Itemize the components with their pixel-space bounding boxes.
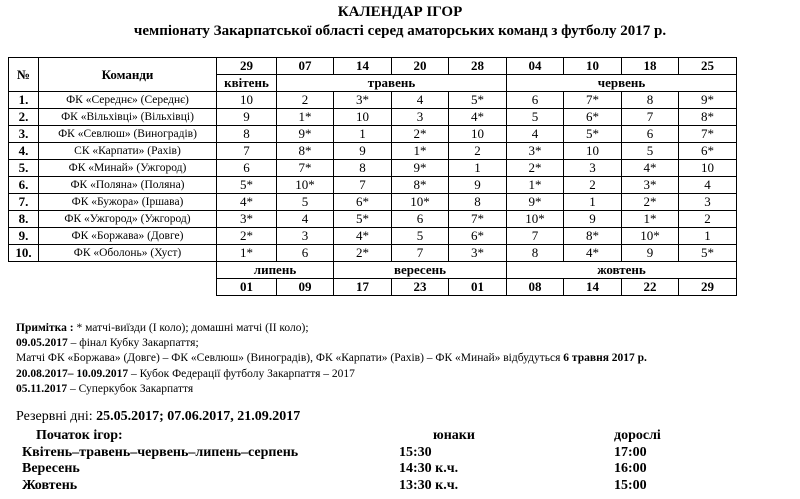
match-opponent-cell: 3 bbox=[679, 194, 737, 211]
match-opponent-cell: 3* bbox=[449, 245, 507, 262]
note-text: – Кубок Федерації футболу Закарпаття – 2017 bbox=[128, 367, 355, 380]
match-opponent-cell: 5* bbox=[679, 245, 737, 262]
table-row bbox=[9, 126, 737, 143]
match-opponent-cell: 1* bbox=[217, 245, 277, 262]
youth-column-header: юнаки bbox=[433, 428, 475, 443]
top-date: 10 bbox=[564, 58, 622, 75]
match-opponent-cell: 6* bbox=[564, 109, 622, 126]
match-opponent-cell: 7 bbox=[392, 245, 449, 262]
match-opponent-cell: 9 bbox=[334, 143, 392, 160]
table-row bbox=[9, 92, 737, 109]
bottom-date: 01 bbox=[449, 279, 507, 296]
note-label: Примітка : bbox=[16, 322, 74, 334]
start-times-header bbox=[16, 428, 796, 445]
match-opponent-cell: 8* bbox=[679, 109, 737, 126]
note-date: 05.11.2017 bbox=[16, 382, 68, 395]
match-opponent-cell: 6* bbox=[334, 194, 392, 211]
match-opponent-cell: 3 bbox=[564, 160, 622, 177]
month-header: травень bbox=[277, 75, 507, 92]
top-date: 14 bbox=[334, 58, 392, 75]
adults-time: 15:00 bbox=[614, 478, 647, 494]
spacer-cell bbox=[9, 279, 39, 296]
table-row bbox=[9, 194, 737, 211]
match-opponent-cell: 5* bbox=[449, 92, 507, 109]
match-opponent-cell: 5* bbox=[334, 211, 392, 228]
table-row bbox=[9, 143, 737, 160]
match-opponent-cell: 6 bbox=[217, 160, 277, 177]
youth-time: 15:30 bbox=[399, 444, 432, 460]
row-number: 5. bbox=[9, 160, 39, 177]
start-times bbox=[16, 428, 796, 495]
month-header: червень bbox=[507, 75, 737, 92]
match-opponent-cell: 3* bbox=[622, 177, 679, 194]
match-opponent-cell: 9* bbox=[679, 92, 737, 109]
match-opponent-cell: 7 bbox=[334, 177, 392, 194]
month-header: квітень bbox=[217, 75, 277, 92]
youth-time: 14:30 к.ч. bbox=[399, 461, 459, 477]
top-date: 07 bbox=[277, 58, 334, 75]
match-opponent-cell: 9 bbox=[449, 177, 507, 194]
note-line bbox=[16, 351, 647, 366]
match-opponent-cell: 9* bbox=[277, 126, 334, 143]
row-number: 2. bbox=[9, 109, 39, 126]
match-opponent-cell: 3* bbox=[507, 143, 564, 160]
row-number: 6. bbox=[9, 177, 39, 194]
note-date: 09.05.2017 bbox=[16, 337, 68, 350]
match-opponent-cell: 2 bbox=[564, 177, 622, 194]
note-text: Матчі ФК «Боржава» (Довге) – ФК «Севлюш» (Виноградів), ФК «Карпати» (Рахів) – ФК «Минай» відбудуться bbox=[16, 352, 564, 365]
row-number: 4. bbox=[9, 143, 39, 160]
bottom-date: 29 bbox=[679, 279, 737, 296]
table-row bbox=[9, 160, 737, 177]
row-number: 3. bbox=[9, 126, 39, 143]
match-opponent-cell: 2* bbox=[392, 126, 449, 143]
adults-column-header: дорослі bbox=[614, 428, 661, 443]
bottom-date: 08 bbox=[507, 279, 564, 296]
num-header: № bbox=[9, 58, 39, 92]
reserve-label: Резервні дні: bbox=[16, 409, 97, 424]
match-opponent-cell: 8 bbox=[334, 160, 392, 177]
match-opponent-cell: 5* bbox=[564, 126, 622, 143]
match-opponent-cell: 6 bbox=[622, 126, 679, 143]
match-opponent-cell: 9* bbox=[507, 194, 564, 211]
match-opponent-cell: 1* bbox=[507, 177, 564, 194]
adults-time: 16:00 bbox=[614, 461, 647, 477]
spacer-cell bbox=[39, 279, 217, 296]
match-opponent-cell: 1 bbox=[679, 228, 737, 245]
adults-time: 17:00 bbox=[614, 444, 647, 460]
month-footer: жовтень bbox=[507, 262, 737, 279]
match-opponent-cell: 10 bbox=[334, 109, 392, 126]
match-opponent-cell: 5 bbox=[622, 143, 679, 160]
period: Квітень–травень–червень–липень–серпень bbox=[22, 444, 299, 460]
row-number: 1. bbox=[9, 92, 39, 109]
match-opponent-cell: 6* bbox=[449, 228, 507, 245]
match-opponent-cell: 6 bbox=[507, 92, 564, 109]
match-opponent-cell: 7* bbox=[277, 160, 334, 177]
team-name: ФК «Оболонь» (Хуст) bbox=[39, 245, 217, 262]
spacer-cell bbox=[39, 262, 217, 279]
match-opponent-cell: 6* bbox=[679, 143, 737, 160]
match-opponent-cell: 2* bbox=[507, 160, 564, 177]
match-opponent-cell: 5 bbox=[392, 228, 449, 245]
match-opponent-cell: 10 bbox=[217, 92, 277, 109]
top-date: 18 bbox=[622, 58, 679, 75]
match-opponent-cell: 4 bbox=[507, 126, 564, 143]
match-opponent-cell: 4 bbox=[277, 211, 334, 228]
notes-section bbox=[16, 321, 647, 397]
match-opponent-cell: 5* bbox=[217, 177, 277, 194]
top-date: 29 bbox=[217, 58, 277, 75]
match-opponent-cell: 2 bbox=[277, 92, 334, 109]
match-opponent-cell: 10* bbox=[277, 177, 334, 194]
period: Вересень bbox=[22, 461, 80, 477]
match-opponent-cell: 3* bbox=[334, 92, 392, 109]
row-number: 7. bbox=[9, 194, 39, 211]
start-time-row bbox=[16, 445, 796, 462]
match-opponent-cell: 10 bbox=[679, 160, 737, 177]
table-row bbox=[9, 245, 737, 262]
match-opponent-cell: 4 bbox=[679, 177, 737, 194]
match-opponent-cell: 2* bbox=[622, 194, 679, 211]
youth-time: 13:30 к.ч. bbox=[399, 478, 459, 494]
note-line bbox=[16, 367, 647, 382]
reserve-days bbox=[16, 409, 300, 425]
note-line bbox=[16, 321, 647, 336]
top-date: 04 bbox=[507, 58, 564, 75]
match-opponent-cell: 3* bbox=[217, 211, 277, 228]
match-opponent-cell: 10* bbox=[392, 194, 449, 211]
top-date: 25 bbox=[679, 58, 737, 75]
bottom-date: 23 bbox=[392, 279, 449, 296]
match-opponent-cell: 4* bbox=[217, 194, 277, 211]
table-row bbox=[9, 211, 737, 228]
match-opponent-cell: 10* bbox=[622, 228, 679, 245]
match-opponent-cell: 7* bbox=[449, 211, 507, 228]
match-opponent-cell: 1 bbox=[564, 194, 622, 211]
match-opponent-cell: 2 bbox=[449, 143, 507, 160]
match-opponent-cell: 10* bbox=[507, 211, 564, 228]
match-opponent-cell: 9 bbox=[622, 245, 679, 262]
match-opponent-cell: 8 bbox=[622, 92, 679, 109]
start-header-label: Початок ігор: bbox=[36, 428, 123, 443]
match-opponent-cell: 5 bbox=[507, 109, 564, 126]
schedule-table bbox=[8, 57, 737, 296]
match-opponent-cell: 4* bbox=[564, 245, 622, 262]
note-line bbox=[16, 382, 647, 397]
match-opponent-cell: 8 bbox=[449, 194, 507, 211]
match-opponent-cell: 7* bbox=[679, 126, 737, 143]
match-opponent-cell: 9 bbox=[217, 109, 277, 126]
row-number: 10. bbox=[9, 245, 39, 262]
row-number: 8. bbox=[9, 211, 39, 228]
note-text: – фінал Кубку Закарпаття; bbox=[67, 337, 199, 350]
match-opponent-cell: 4* bbox=[449, 109, 507, 126]
month-footer: вересень bbox=[334, 262, 507, 279]
match-opponent-cell: 1 bbox=[449, 160, 507, 177]
spacer-cell bbox=[9, 262, 39, 279]
match-opponent-cell: 7* bbox=[564, 92, 622, 109]
note-text: – Суперкубок Закарпаття bbox=[67, 382, 194, 395]
note-date: 6 травня 2017 р. bbox=[563, 352, 647, 365]
match-opponent-cell: 8* bbox=[277, 143, 334, 160]
top-date: 20 bbox=[392, 58, 449, 75]
match-opponent-cell: 1* bbox=[622, 211, 679, 228]
match-opponent-cell: 8 bbox=[217, 126, 277, 143]
match-opponent-cell: 7 bbox=[507, 228, 564, 245]
match-opponent-cell: 5 bbox=[277, 194, 334, 211]
team-name: ФК «Середнє» (Середнє) bbox=[39, 92, 217, 109]
match-opponent-cell: 8* bbox=[564, 228, 622, 245]
match-opponent-cell: 8* bbox=[392, 177, 449, 194]
table-row bbox=[9, 177, 737, 194]
match-opponent-cell: 1* bbox=[277, 109, 334, 126]
match-opponent-cell: 9* bbox=[392, 160, 449, 177]
reserve-dates: 25.05.2017; 07.06.2017, 21.09.2017 bbox=[96, 409, 301, 424]
match-opponent-cell: 4 bbox=[392, 92, 449, 109]
match-opponent-cell: 10 bbox=[564, 143, 622, 160]
bottom-date: 22 bbox=[622, 279, 679, 296]
match-opponent-cell: 3 bbox=[392, 109, 449, 126]
period: Жовтень bbox=[22, 478, 78, 494]
team-name: ФК «Минай» (Ужгород) bbox=[39, 160, 217, 177]
team-name: ФК «Севлюш» (Виноградів) bbox=[39, 126, 217, 143]
bottom-date: 09 bbox=[277, 279, 334, 296]
note-line bbox=[16, 336, 647, 351]
team-name: ФК «Боржава» (Довге) bbox=[39, 228, 217, 245]
note-date: 20.08.2017– 10.09.2017 bbox=[16, 367, 129, 380]
bottom-date: 14 bbox=[564, 279, 622, 296]
match-opponent-cell: 1* bbox=[392, 143, 449, 160]
match-opponent-cell: 1 bbox=[334, 126, 392, 143]
match-opponent-cell: 2 bbox=[679, 211, 737, 228]
table-row bbox=[9, 228, 737, 245]
page-title: КАЛЕНДАР ІГОР bbox=[337, 4, 463, 20]
match-opponent-cell: 2* bbox=[217, 228, 277, 245]
teams-header: Команди bbox=[39, 58, 217, 92]
bottom-date: 17 bbox=[334, 279, 392, 296]
start-time-row bbox=[16, 461, 796, 478]
match-opponent-cell: 8 bbox=[507, 245, 564, 262]
match-opponent-cell: 2* bbox=[334, 245, 392, 262]
match-opponent-cell: 7 bbox=[622, 109, 679, 126]
team-name: ФК «Ужгород» (Ужгород) bbox=[39, 211, 217, 228]
bottom-date: 01 bbox=[217, 279, 277, 296]
month-footer: липень bbox=[217, 262, 334, 279]
top-date: 28 bbox=[449, 58, 507, 75]
match-opponent-cell: 4* bbox=[334, 228, 392, 245]
match-opponent-cell: 9 bbox=[564, 211, 622, 228]
team-name: ФК «Поляна» (Поляна) bbox=[39, 177, 217, 194]
match-opponent-cell: 7 bbox=[217, 143, 277, 160]
team-name: ФК «Вільхівці» (Вільхівці) bbox=[39, 109, 217, 126]
match-opponent-cell: 6 bbox=[392, 211, 449, 228]
match-opponent-cell: 4* bbox=[622, 160, 679, 177]
match-opponent-cell: 10 bbox=[449, 126, 507, 143]
note-text: * матчі-виїзди (І коло); домашні матчі (ІІ коло); bbox=[73, 322, 309, 334]
team-name: ФК «Бужора» (Іршава) bbox=[39, 194, 217, 211]
table-row bbox=[9, 109, 737, 126]
start-time-row bbox=[16, 478, 796, 495]
match-opponent-cell: 6 bbox=[277, 245, 334, 262]
page-subtitle: чемпіонату Закарпатської області серед аматорських команд з футболу 2017 р. bbox=[133, 23, 667, 39]
match-opponent-cell: 3 bbox=[277, 228, 334, 245]
team-name: СК «Карпати» (Рахів) bbox=[39, 143, 217, 160]
row-number: 9. bbox=[9, 228, 39, 245]
